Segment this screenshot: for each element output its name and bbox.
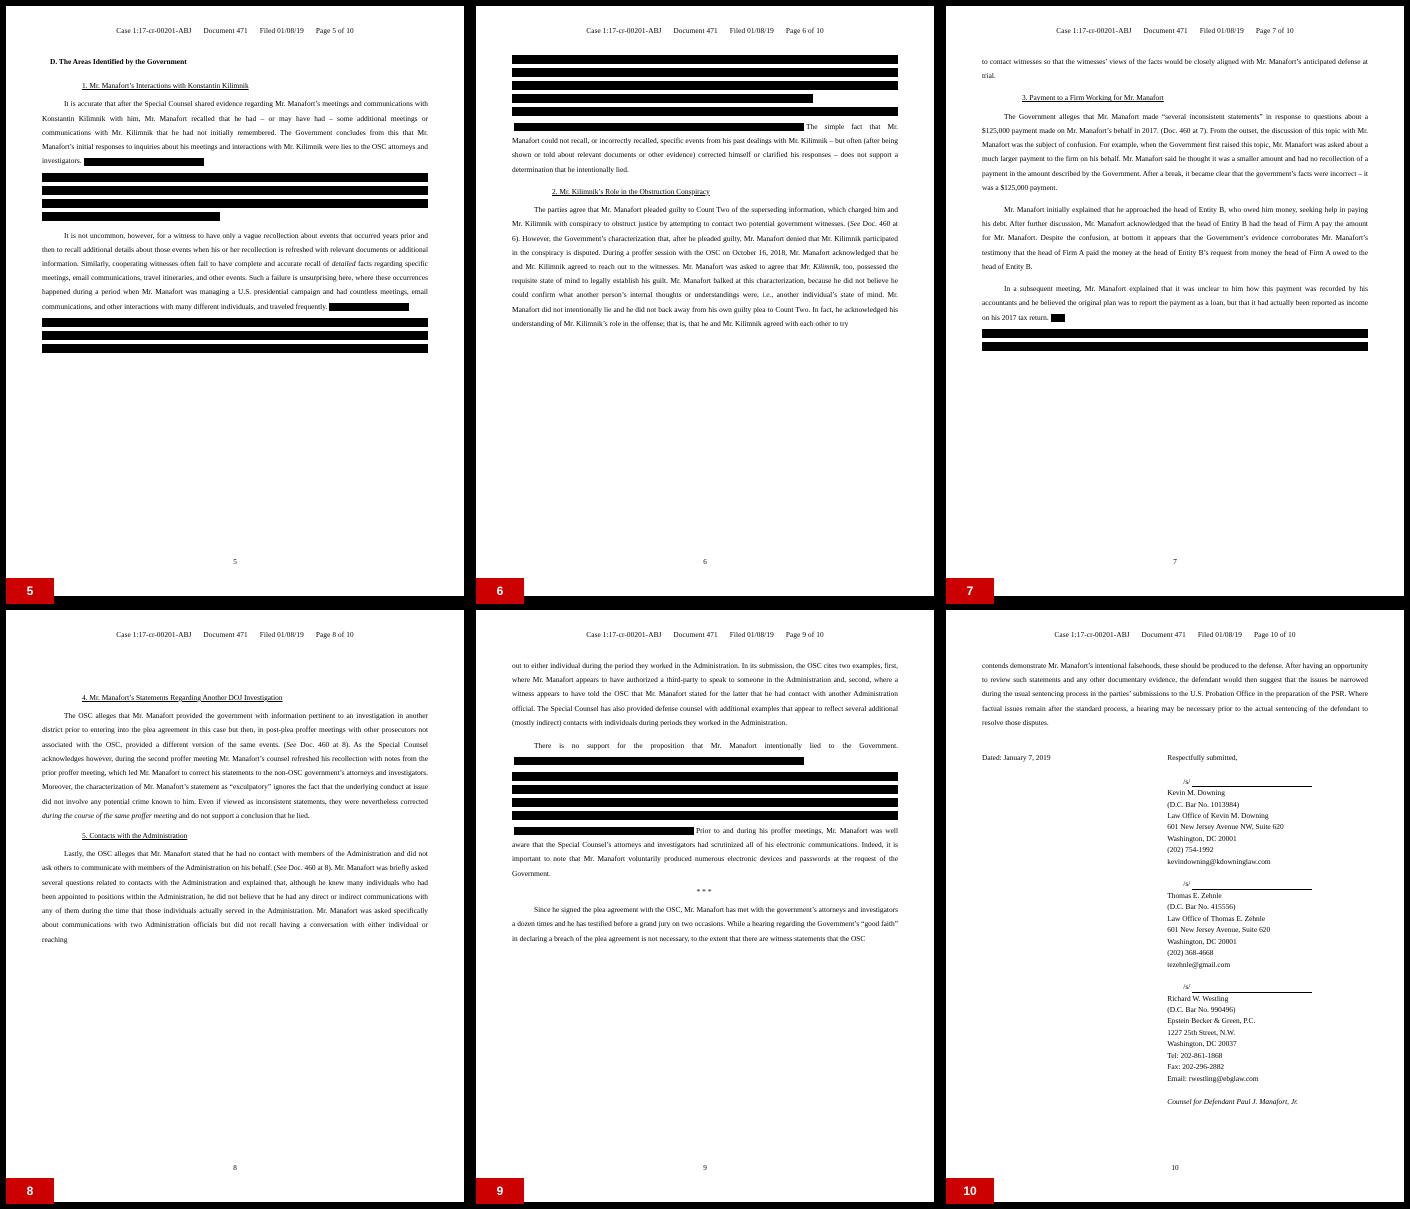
signature-slash-line [1167, 878, 1368, 889]
paragraph-2: Mr. Manafort initially explained that he approached the head of Entity B, who owed him money, seeking help in paying his debt. After further discussion, Mr. Manafort acknowledged that the head of Entity B had the head of Firm A pay the amount for Mr. Manafort. Despite the confusion, at bottom it appears that the Government’s evidence corroborates Mr. Manafort’s testimony that the head of Firm A paid the money at the head of Entity B’s request from money the head of Firm A owed to the head of Entity B. [982, 204, 1368, 271]
page-cell-8 [0, 604, 470, 1209]
paragraph-1-text: The parties agree that Mr. Manafort pleaded guilty to Count Two of the superseding information, which charged him and Mr. Kilimnik with conspiracy to obstruct justice by attempting to contact two potential government witnesses. ( [512, 205, 898, 229]
document-number: Document 471 [673, 26, 718, 35]
paragraph-1-italic: See [849, 219, 861, 229]
attorney-email: Email: rwestling@ebglaw.com [1167, 1073, 1259, 1083]
page-body-5 [42, 55, 428, 353]
page-label: Page 6 of 10 [785, 26, 824, 35]
case-caption-9 [512, 630, 898, 639]
signature-slash: /s/ [1183, 879, 1191, 889]
document-page-6 [476, 6, 934, 596]
paragraph-2-italic: detailed [331, 258, 356, 268]
redaction-bar [512, 68, 898, 77]
page-tab-8[interactable]: 8 [6, 1178, 54, 1204]
signature-block [1167, 981, 1368, 1084]
redaction-bar [512, 81, 898, 90]
attorney-firm: Law Office of Kevin M. Downing [1167, 810, 1269, 820]
attorney-name: Thomas E. Zehnle [1167, 890, 1222, 900]
attorney-address-2: Washington, DC 20037 [1167, 1039, 1237, 1049]
attorney-address-1: 601 New Jersey Avenue, Suite 620 [1167, 925, 1271, 935]
paragraph-1-cont: Doc. 460 at 6). However, the Government’s characterization that, after he pleaded guilty, Mr. Manafort denied that Mr. Kilimnik participated in the conspiracy is disputed. During a proffer session with the OSC on October 16, 2018, Mr. Manafort acknowledged that he and Mr. Kilimnik agreed to reach out to the witnesses. Mr. Manafort was asked to agree that [512, 219, 898, 271]
redaction-bar [512, 811, 898, 820]
page-label: Page 10 of 10 [1253, 630, 1296, 639]
paragraph-2-text: It is not uncommon, however, for a witness to have only a vague recollection about events that occurred years prior and then to recall additional details about those events when his or her recollection is refreshed with relevant documents or additional information. Similarly, cooperating witnesses often fail to have complete and accurate recall of [42, 230, 428, 268]
redaction-bar [982, 329, 1368, 338]
heading-1 [42, 79, 428, 93]
signature-slash: /s/ [1183, 982, 1191, 992]
page-tab-6[interactable]: 6 [476, 578, 524, 604]
heading-2-text: 2. Mr. Kilimnik’s Role in the Obstruction Conspiracy [552, 186, 710, 196]
attorney-firm: Epstein Becker & Green, P.C. [1167, 1016, 1256, 1026]
page-label: Page 8 of 10 [315, 630, 354, 639]
attorney-email: tezehnle@gmail.com [1167, 959, 1231, 969]
heading-4 [42, 691, 428, 705]
document-page-10 [946, 610, 1404, 1202]
heading-1-text: 1. Mr. Manafort’s Interactions with Konstantin Kilimnik [82, 81, 249, 91]
paragraph-1-italic2: Mr. Kilimnik [800, 261, 839, 271]
paragraph-lead: out to either individual during the period they worked in the Administration. In its submission, the OSC cites two examples, first, where Mr. Manafort appears to have authorized a third-party to speak to someone in the Administration and, second, where a witness appears to have told the OSC that Mr. Manafort stated for the latter that he had contact with another Administration official. The Special Counsel has also provided defense counsel with additional examples that appear to reflect several additional (mostly indirect) contacts with individuals during periods they worked in the Administration. [512, 661, 898, 727]
filed-date: Filed 01/08/19 [729, 630, 774, 639]
paragraph-1-cont: Doc. 460 at 8). As the Special Counsel acknowledges however, during the second proffer meeting Mr. Manafort’s counsel refreshed his recollection with notes from the prior proffer meeting, which led Mr. Manafort to correct his statements to the non-OSC government’s attorneys and investigators. Moreover, the characterization of Mr. Manafort’s statement as “exculpatory” ignores the fact that the underlying conduct at issue did not involve any potential crime known to him. Even if viewed as inconsistent statements, they were nevertheless corrected [42, 739, 428, 806]
page-tab-9[interactable]: 9 [476, 1178, 524, 1204]
attorney-bar: (D.C. Bar No. 990496) [1167, 1005, 1236, 1014]
redaction-inline [514, 123, 804, 131]
case-number: Case 1:17-cr-00201-ABJ [116, 630, 192, 639]
document-number: Document 471 [1141, 630, 1186, 639]
paragraph-2-cont: facts regarding specific meetings, email communications, travel itineraries, and other events. Such a failure is unsurprising here, where these occurrences happened during a period when Mr. Manafort was managing a U.S. presidential campaign and had countless meetings, email communications, and other interactions with many different individuals, and traveled frequently. [42, 258, 428, 311]
heading-4-text: 4. Mr. Manafort’s Statements Regarding Another DOJ Investigation [82, 693, 283, 702]
redaction-inline [329, 303, 409, 311]
page-body-9 [512, 659, 898, 946]
paragraph-1-italic3: i.e. [762, 290, 772, 300]
signature-slash-line [1167, 981, 1368, 992]
redaction-bar [42, 212, 220, 221]
attorney-name: Richard W. Westling [1167, 993, 1229, 1003]
page-label: Page 7 of 10 [1255, 26, 1294, 35]
case-caption-8 [42, 630, 428, 639]
page-tab-5[interactable]: 5 [6, 578, 54, 604]
page-body-10 [982, 659, 1368, 1108]
attorney-phone: Tel: 202-861-1868 [1167, 1050, 1223, 1060]
paragraph-1-cont3: , another individual’s state of mind. Mr. Manafort did not intentionally lie and he did not back away from his own guilty plea to Count Two. In fact, he acknowledged his understanding of Mr. Kilimnik’s role in the offense; that is, that he and Mr. Kilimnik agreed with each other to try [512, 290, 898, 328]
case-number: Case 1:17-cr-00201-ABJ [116, 26, 192, 35]
page-body-7 [982, 55, 1368, 351]
filed-date: Filed 01/08/19 [1197, 630, 1243, 639]
case-number: Case 1:17-cr-00201-ABJ [586, 26, 662, 35]
paragraph-1-text: The OSC alleges that Mr. Manafort provided the government with information pertinent to an investigation in another district prior to entering into the plea agreement in this case but then, in post-plea proffer meetings with other prosecutors not associated with the OSC, provided a different version of the same events. ( [42, 711, 428, 749]
redaction-bar [42, 173, 428, 182]
paragraph-2 [42, 229, 428, 314]
paragraph-4: Since he signed the plea agreement with the OSC, Mr. Manafort has met with the government’s attorneys and investigators a dozen times and he has testified before a grand jury on two occasions. While a hearing regarding the Government’s “good faith” in declaring a breach of the plea agreement is not necessary, to the extent that there are witness statements that the OSC [512, 905, 898, 943]
signature-column [1167, 752, 1368, 1108]
paragraph-1 [42, 709, 428, 823]
redaction-bar [512, 55, 898, 64]
filed-date: Filed 01/08/19 [259, 630, 304, 639]
dated-line: Dated: January 7, 2019 [982, 753, 1051, 763]
paragraph-2-italic: See [276, 863, 287, 873]
page-cell-9 [470, 604, 940, 1209]
redaction-bar [512, 94, 813, 103]
redaction-bar [42, 199, 428, 208]
case-caption-5 [42, 26, 428, 35]
redaction-bar [42, 318, 428, 327]
page-footer-number: 7 [1173, 558, 1177, 566]
page-cell-5 [0, 0, 470, 604]
heading-d: D. The Areas Identified by the Government [50, 57, 187, 66]
attorney-firm: Law Office of Thomas E. Zehnle [1167, 913, 1266, 923]
redaction-inline [1051, 314, 1065, 322]
counsel-for-defendant: Counsel for Defendant Paul J. Manafort, Jr. [1167, 1097, 1299, 1107]
redaction-inline [514, 827, 694, 835]
respectfully-submitted: Respectfully submitted, [1167, 753, 1238, 763]
attorney-address-1: 601 New Jersey Avenue NW, Suite 620 [1167, 822, 1284, 832]
signature-slash-line [1167, 776, 1368, 787]
redaction-inline [514, 757, 804, 765]
heading-5-text: 5. Contacts with the Administration [82, 830, 188, 840]
redaction-bar [42, 344, 428, 353]
paragraph-3 [982, 282, 1368, 325]
attorney-bar: (D.C. Bar No. 1013984) [1167, 799, 1240, 809]
filed-date: Filed 01/08/19 [259, 26, 304, 35]
paragraph-1: The Government alleges that Mr. Manafort made “several inconsistent statements” in response to questions about a $125,000 payment made on Mr. Manafort’s behalf in 2017. (Doc. 460 at 7). From the outset, the discussion of this topic with Mr. Manafort was the subject of confusion. For example, when the Government first raised this topic, Mr. Manafort was asked about a much larger payment to the firm on his behalf. Mr. Manafort said he thought it was a smaller amount and had no recollection of a payment in the amount described by the Government. After a break, it became clear that the government’s facts were incorrect – it was a $125,000 payment. [982, 111, 1368, 192]
document-page-9 [476, 610, 934, 1202]
page-footer-number: 9 [703, 1164, 707, 1172]
paragraph-2-text: There is no support for the proposition that Mr. Manafort intentionally lied to the Government. [534, 741, 898, 751]
filed-date: Filed 01/08/19 [1199, 26, 1244, 35]
signature-section [982, 752, 1368, 1108]
document-number: Document 471 [1143, 26, 1188, 35]
document-number: Document 471 [203, 26, 248, 35]
signature-date-column [982, 752, 1167, 1108]
case-caption-7 [982, 26, 1368, 35]
page-label: Page 5 of 10 [315, 26, 354, 35]
redaction-bar [42, 186, 428, 195]
redaction-bar [512, 107, 898, 116]
attorney-phone: (202) 754-1992 [1167, 845, 1214, 855]
document-page-8 [6, 610, 464, 1202]
case-number: Case 1:17-cr-00201-ABJ [1054, 630, 1130, 639]
paragraph-lead: contends demonstrate Mr. Manafort’s intentional falsehoods, these should be produced to the defense. After having an opportunity to review such statements and any other documentary evidence, the defendant would then suggest that the issues be narrowed during the usual sentencing process in the parties’ submissions to the U.S. Probation Office in the preparation of the PSR. Where factual issues remain after the standard process, a hearing may be necessary prior to the actual sentencing of the defendant to resolve those disputes. [982, 661, 1368, 727]
paragraph-3-text: Prior to and during his proffer meetings, Mr. Manafort was well aware that the Special Counsel’s attorneys and investigators had scrutinized all of his electronic communications. Indeed, it is important to note that Mr. Manafort voluntarily produced numerous electronic devices and passwords at the request of the Government. [512, 826, 898, 878]
signature-block [1167, 878, 1368, 970]
paragraph-lead-tail [512, 120, 898, 177]
page-cell-6 [470, 0, 940, 604]
heading-3 [982, 91, 1368, 105]
page-footer-number: 6 [703, 558, 707, 566]
page-tab-7[interactable]: 7 [946, 578, 994, 604]
attorney-email: kevindowning@kdowninglaw.com [1167, 856, 1271, 866]
case-number: Case 1:17-cr-00201-ABJ [1056, 26, 1132, 35]
page-label: Page 9 of 10 [785, 630, 824, 639]
paragraph-1 [42, 97, 428, 168]
redaction-bar [512, 798, 898, 807]
attorney-fax: Fax: 202-296-2882 [1167, 1062, 1225, 1072]
paragraph-2 [42, 847, 428, 947]
page-body-8 [42, 691, 428, 947]
page-footer-number: 8 [233, 1164, 237, 1172]
paragraph-1-cont2: , too, possessed the requisite state of mind to legally establish his guilt. Mr. Manafort balked at this characterization, because he did not believe he could confirm what another person’s internal thoughts or understandings were, [512, 261, 898, 300]
attorney-address-2: Washington, DC 20001 [1167, 833, 1237, 843]
heading-5 [42, 829, 428, 843]
paragraph-1-cont2: and do not support a conclusion that he lied. [178, 810, 310, 820]
paragraph-2-cont: Doc. 460 at 8). Mr. Manafort was briefly asked several questions related to contacts with the Administration and explained that, although he knew many individuals who had been appointed to positions within the Administration, he did not believe that he had any direct or indirect communications with any of them during the time that those individuals actually served in the Administration. Mr. Manafort was asked specifically about communications with two Administration officials but did not recall having a conversation with either individual or reaching [42, 863, 428, 944]
section-divider-stars: *** [696, 886, 714, 896]
redaction-inline [84, 158, 204, 166]
document-page-7 [946, 6, 1404, 596]
redaction-bar [42, 331, 428, 340]
attorney-phone: (202) 368-4668 [1167, 948, 1214, 958]
page-body-6 [512, 55, 898, 331]
attorney-address-2: Washington, DC 20001 [1167, 936, 1237, 946]
case-caption-10 [982, 630, 1368, 639]
signature-slash: /s/ [1183, 776, 1191, 786]
page-cell-7 [940, 0, 1410, 604]
paragraph-1-italic2: during the course of the same proffer meeting [42, 810, 177, 820]
paragraph-1-italic: See [286, 739, 297, 749]
attorney-name: Kevin M. Downing [1167, 788, 1225, 798]
signature-block [1167, 776, 1368, 868]
document-number: Document 471 [673, 630, 718, 639]
paragraph-lead: to contact witnesses so that the witnesses’ views of the facts would be closely aligned with Mr. Manafort’s anticipated defense at trial. [982, 57, 1368, 81]
paragraph-1-text: It is accurate that after the Special Counsel shared evidence regarding Mr. Manafort’s meetings and communications with Konstantin Kilimnik with him, Mr. Manafort recalled that he had – or may have had – some additional meetings or communications with Mr. Kilimnik that he had not initially remembered. The Government concludes from this that Mr. Manafort’s initial responses to inquiries about his meetings and interactions with Mr. Kilimnik were lies to the OSC attorneys and investigators. [42, 99, 428, 166]
page-footer-number: 10 [1171, 1164, 1179, 1172]
attorney-address-1: 1227 25th Street, N.W. [1167, 1027, 1236, 1037]
heading-3-text: 3. Payment to a Firm Working for Mr. Manafort [1022, 93, 1164, 103]
page-footer-number: 5 [233, 558, 237, 566]
filed-date: Filed 01/08/19 [729, 26, 774, 35]
page-tab-10[interactable]: 10 [946, 1178, 994, 1204]
paragraph-3-text: In a subsequent meeting, Mr. Manafort explained that it was unclear to him how this payment was recorded by his accountants and he believed the original plan was to report the payment as a loan, but that it had actually been reported as income on his 2017 tax return. [982, 284, 1368, 322]
paragraph-lead-text: The simple fact that Mr. Manafort could not recall, or incorrectly recalled, specific events from his past dealings with Mr. Kilimnik – but often (after being shown or told about relevant documents or other evidence) corrected himself or clarified his responses – does not support a determination that he intentionally lied. [512, 122, 898, 174]
paragraph-2 [512, 739, 898, 767]
paragraph-1 [512, 203, 898, 331]
document-number: Document 471 [203, 630, 248, 639]
redaction-bar [982, 342, 1368, 351]
page-cell-10 [940, 604, 1410, 1209]
redaction-bar [512, 785, 898, 794]
case-caption-6 [512, 26, 898, 35]
attorney-bar: (D.C. Bar No. 415556) [1167, 902, 1236, 912]
case-number: Case 1:17-cr-00201-ABJ [586, 630, 662, 639]
heading-2 [512, 185, 898, 199]
document-page-5 [6, 6, 464, 596]
paragraph-3 [512, 824, 898, 881]
paragraph-2-text: Lastly, the OSC alleges that Mr. Manafort stated that he had no contact with members of the Administration and did not ask others to communicate with members of the Administration on his behalf. ( [42, 849, 428, 873]
redaction-bar [512, 772, 898, 781]
